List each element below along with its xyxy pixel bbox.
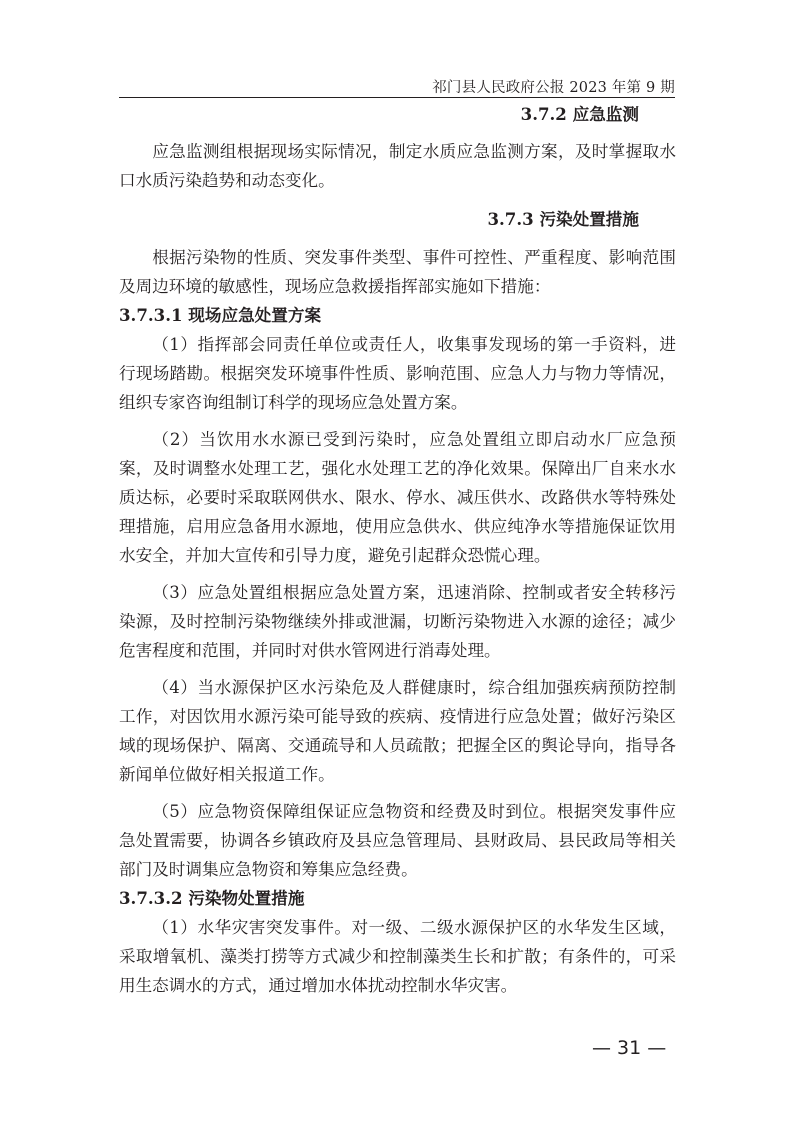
paragraph: （4）当水源保护区水污染危及人群健康时，综合组加强疾病预防控制工作，对因饮用水源污染可能导致的疾病、疫情进行应急处置；做好污染区域的现场保护、隔离、交通疏导和人员疏散；把握全区的舆论导向，指导各新闻单位做好相关报道工作。 bbox=[119, 678, 676, 784]
paragraph: （2）当饮用水水源已受到污染时，应急处置组立即启动水厂应急预案，及时调整水处理工艺，强化水处理工艺的净化效果。保障出厂自来水水质达标，必要时采取联网供水、限水、停水、减压供水、改路供水等特殊处理措施，启用应急备用水源地，使用应急供水、供应纯净水等措施保证饮用水安全，并加大宣传和引导力度，避免引起群众恐慌心理。 bbox=[119, 430, 676, 565]
heading-3-7-3-1: 3.7.3.1 现场应急处置方案 bbox=[119, 305, 322, 325]
paragraph: （5）应急物资保障组保证应急物资和经费及时到位。根据突发事件应急处置需要，协调各乡镇政府及县应急管理局、县财政局、县民政局等相关部门及时调集应急物资和筹集应急经费。 bbox=[119, 802, 676, 879]
paragraph: （1）指挥部会同责任单位或责任人，收集事发现场的第一手资料，进行现场踏勘。根据突发环境事件性质、影响范围、应急人力与物力等情况，组织专家咨询组制订科学的现场应急处置方案。 bbox=[119, 335, 676, 412]
running-header: 祁门县人民政府公报 2023 年第 9 期 bbox=[432, 80, 675, 96]
paragraph: （3）应急处置组根据应急处置方案，迅速消除、控制或者安全转移污染源，及时控制污染物继续外排或泄漏，切断污染物进入水源的途径；减少危害程度和范围，并同时对供水管网进行消毒处理。 bbox=[119, 583, 676, 660]
header-rule bbox=[119, 97, 675, 98]
heading-3-7-2: 3.7.2 应急监测 bbox=[520, 104, 639, 124]
heading-3-7-3-2: 3.7.3.2 污染物处置措施 bbox=[119, 888, 305, 908]
paragraph: 应急监测组根据现场实际情况，制定水质应急监测方案，及时掌握取水口水质污染趋势和动态变化。 bbox=[119, 142, 676, 190]
page-number: — 31 — bbox=[592, 1037, 667, 1059]
paragraph: 根据污染物的性质、突发事件类型、事件可控性、严重程度、影响范围及周边环境的敏感性，现场应急救援指挥部实施如下措施： bbox=[119, 248, 676, 296]
heading-3-7-3: 3.7.3 污染处置措施 bbox=[487, 209, 639, 229]
body-text bbox=[119, 100, 676, 1000]
paragraph: （1）水华灾害突发事件。对一级、二级水源保护区的水华发生区域，采取增氧机、藻类打捞等方式减少和控制藻类生长和扩散；有条件的，可采用生态调水的方式，通过增加水体扰动控制水华灾害。 bbox=[119, 918, 676, 995]
